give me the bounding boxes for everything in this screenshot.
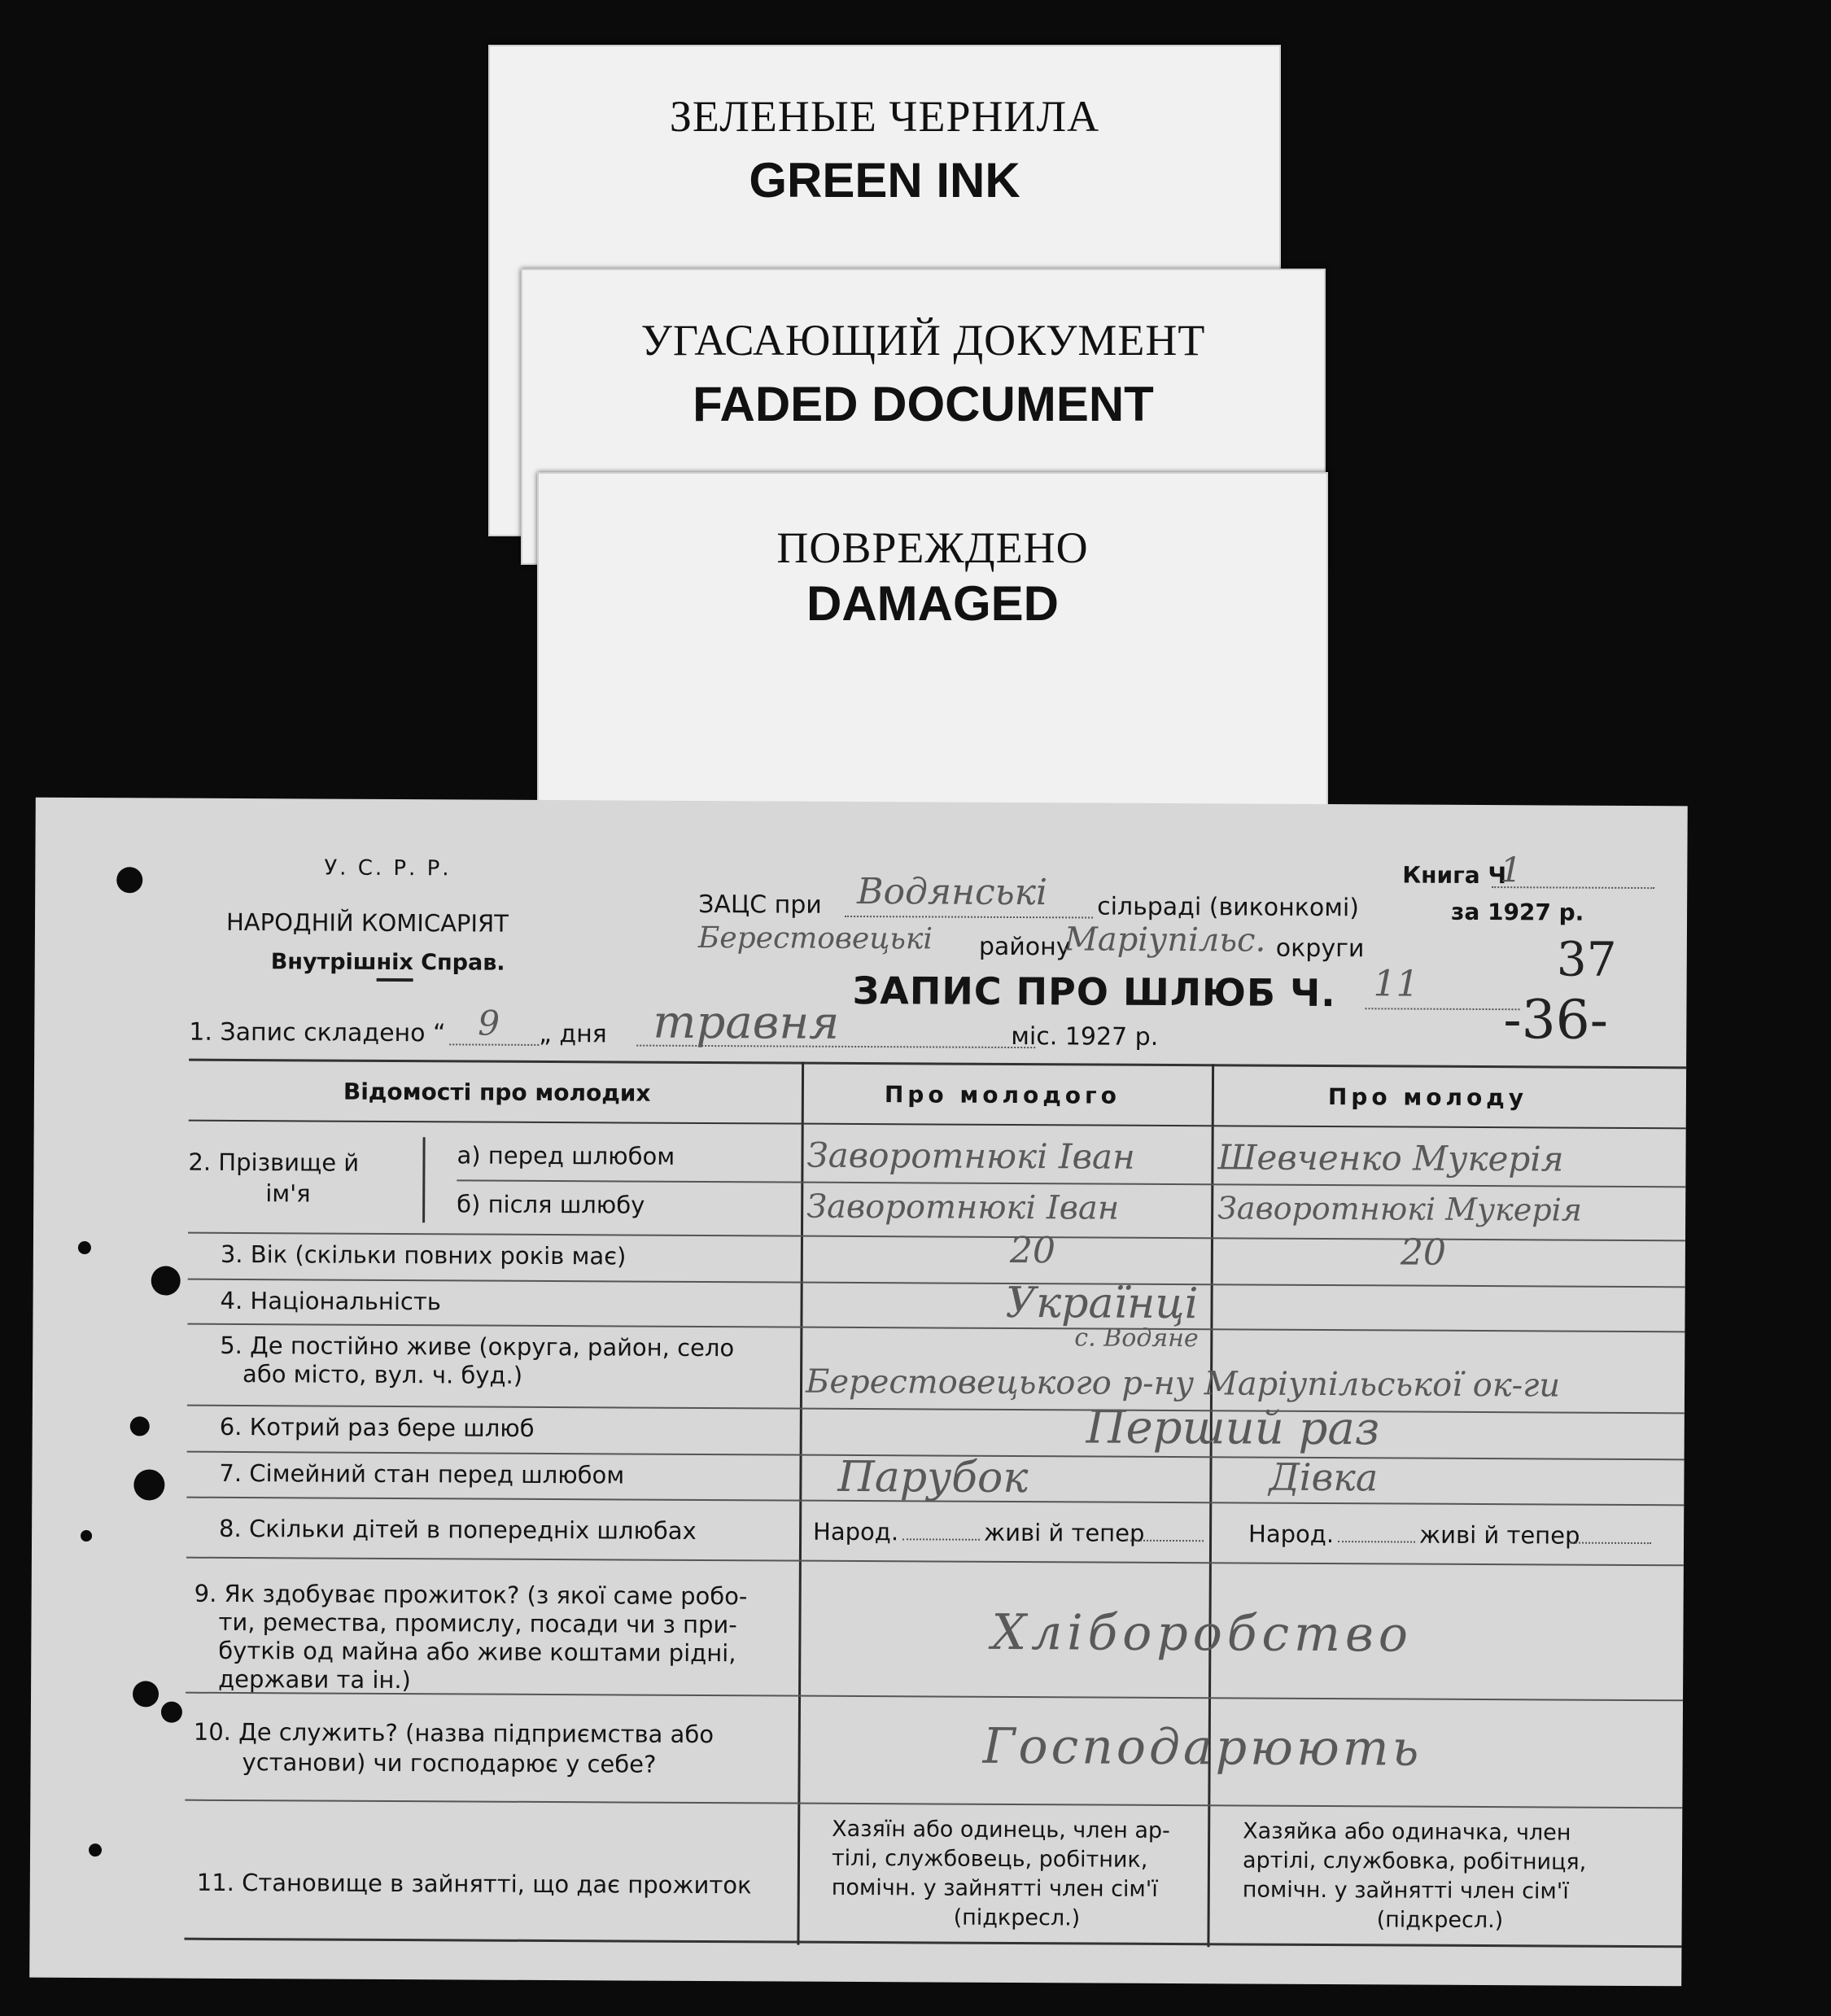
- residence-village: с. Водяне: [1074, 1323, 1199, 1353]
- record-day: 9: [478, 1003, 500, 1043]
- punch-hole: [81, 1530, 92, 1542]
- groom-status-option-c: помічн. у зайнятті член сім'ї: [831, 1874, 1158, 1902]
- punch-hole: [133, 1681, 159, 1707]
- bride-name-before: Шевченко Мукерія: [1217, 1137, 1564, 1179]
- column-divider-1: [797, 1062, 804, 1945]
- punch-hole: [130, 1416, 150, 1436]
- row2-label: 2. Прізвище й: [188, 1148, 360, 1177]
- groom-status-option-d: (підкресл.): [953, 1904, 1081, 1931]
- row7-label: 7. Сімейний стан перед шлюбом: [219, 1458, 625, 1489]
- record-title: ЗАПИС ПРО ШЛЮБ Ч.: [852, 968, 1336, 1016]
- faded-document-ru: УГАСАЮЩИЙ ДОКУМЕНТ: [640, 316, 1206, 365]
- marriage-count: Перший раз: [1086, 1401, 1380, 1456]
- ministry-underline: [377, 978, 413, 982]
- punch-hole: [78, 1241, 91, 1254]
- bride-marital-status: Дівка: [1269, 1454, 1379, 1500]
- district-label: району: [978, 932, 1071, 962]
- header-row-border: [189, 1120, 1686, 1130]
- okrug-label: округи: [1275, 934, 1365, 964]
- damaged-ru: ПОВРЕЖДЕНО: [776, 523, 1089, 572]
- nationality: Українці: [1005, 1278, 1199, 1329]
- row10-label-b: установи) чи господарює у себе?: [242, 1748, 657, 1778]
- row-line: [187, 1323, 1685, 1333]
- zags-village: Водянські: [857, 870, 1048, 914]
- record-year-label: міс. 1927 р.: [1011, 1021, 1159, 1052]
- commissariat-label: НАРОДНІЙ КОМІСАРІЯТ: [225, 907, 509, 938]
- punch-hole: [151, 1266, 181, 1295]
- column-header-groom: Про молодого: [884, 1081, 1121, 1109]
- row-line: [188, 1279, 1685, 1288]
- green-ink-ru: ЗЕЛЕНЫЕ ЧЕРНИЛА: [669, 92, 1100, 141]
- livelihood: Хліборобство: [991, 1603, 1414, 1664]
- record-date-label: 1. Запис складено “: [189, 1017, 446, 1048]
- bride-children-label: Народ.: [1248, 1520, 1335, 1549]
- bride-status-option-c: помічн. у зайнятті член сім'ї: [1242, 1877, 1569, 1904]
- row5-label-b: або місто, вул. ч. буд.): [243, 1360, 523, 1389]
- bride-alive-line: [1570, 1542, 1651, 1545]
- ussr-label: У. С. Р. Р.: [324, 855, 452, 881]
- punch-hole: [89, 1843, 102, 1856]
- corner-number: 37: [1556, 931, 1617, 987]
- groom-marital-status: Парубок: [837, 1452, 1029, 1503]
- marriage-record-form: [29, 798, 1688, 1987]
- punch-hole: [161, 1702, 182, 1723]
- row-line-inner: [457, 1179, 1685, 1187]
- table-top-border: [189, 1059, 1686, 1069]
- row5-label: 5. Де постійно живе (округа, район, село: [220, 1331, 735, 1362]
- bride-status-option-a: Хазяйка або одиначка, член: [1243, 1818, 1571, 1846]
- district-name: Берестовецькі: [697, 921, 933, 956]
- record-day-label: „ дня: [539, 1019, 607, 1049]
- row2a-label: а) перед шлюбом: [457, 1141, 675, 1170]
- row8-label: 8. Скільки дітей в попередніх шлюбах: [219, 1514, 697, 1545]
- row2b-label: б) після шлюбу: [457, 1190, 645, 1219]
- row-line: [186, 1557, 1684, 1567]
- column-header-bride: Про молоду: [1327, 1083, 1528, 1112]
- groom-name-after: Заворотнюкі Іван: [806, 1187, 1120, 1227]
- row-line: [188, 1232, 1685, 1242]
- row6-label: 6. Котрий раз бере шлюб: [219, 1412, 535, 1442]
- record-number: 11: [1373, 963, 1419, 1005]
- row2-brace: [422, 1137, 426, 1222]
- damaged-card: [537, 472, 1328, 817]
- record-day-line: [449, 1043, 539, 1046]
- book-number: 1: [1500, 850, 1523, 890]
- punch-hole: [116, 867, 142, 893]
- residence-district: Берестовецького р-ну Маріупільської ок-ги: [805, 1362, 1561, 1405]
- bride-alive-label: живі й тепер: [1419, 1520, 1580, 1550]
- bride-name-after: Заворотнюкі Мукерія: [1217, 1190, 1583, 1228]
- zags-label: ЗАЦС при: [698, 890, 822, 920]
- groom-status-option-a: Хазяїн або одинець, член ар-: [832, 1816, 1170, 1844]
- year-label: за 1927 р.: [1451, 898, 1584, 926]
- row9-label: 9. Як здобуває прожиток? (з якої саме робо-: [194, 1579, 748, 1611]
- workplace: Господарюють: [982, 1717, 1422, 1778]
- zags-line: [845, 916, 1093, 919]
- groom-children-line: [902, 1538, 980, 1540]
- row10-label: 10. Де служить? (назва підприємства або: [193, 1717, 714, 1749]
- punch-hole: [133, 1469, 164, 1500]
- ministry-label: Внутрішніх Справ.: [270, 949, 505, 976]
- row-line: [187, 1405, 1685, 1415]
- groom-children-label: Народ.: [813, 1517, 899, 1546]
- row9-label-c: бутків од майна або живе коштами рідні,: [218, 1636, 736, 1668]
- book-label: Книга Ч: [1402, 861, 1507, 890]
- groom-alive-label: живі й тепер: [984, 1518, 1145, 1547]
- bride-age: 20: [1400, 1231, 1447, 1274]
- row9-label-b: ти, ремества, промислу, посади чи з при-: [218, 1607, 737, 1639]
- bride-status-option-d: (підкресл.): [1376, 1907, 1504, 1934]
- row11-label: 11. Становище в зайнятті, що дає прожиток: [196, 1868, 752, 1900]
- green-ink-en: GREEN INK: [749, 153, 1020, 208]
- bride-children-line: [1338, 1541, 1415, 1542]
- groom-name-before: Заворотнюкі Іван: [806, 1135, 1135, 1177]
- table-bottom-border: [184, 1938, 1681, 1948]
- groom-age: 20: [1009, 1229, 1056, 1272]
- column-header-info: Відомості про молодих: [343, 1078, 651, 1107]
- row4-label: 4. Національність: [220, 1286, 441, 1316]
- row3-label: 3. Вік (скільки повних років має): [220, 1240, 627, 1270]
- groom-status-option-b: тілі, службовець, робітник,: [831, 1845, 1148, 1873]
- row2-label-name: ім'я: [265, 1179, 311, 1208]
- row9-label-d: держави та ін.): [218, 1664, 412, 1695]
- archive-number: -36-: [1503, 988, 1609, 1052]
- column-divider-2: [1207, 1064, 1214, 1947]
- record-month: травня: [653, 995, 840, 1050]
- damaged-en: DAMAGED: [806, 576, 1059, 631]
- okrug-name: Маріупільс.: [1064, 921, 1266, 960]
- row-line: [185, 1800, 1682, 1809]
- council-label: сільраді (виконкомі): [1097, 892, 1360, 923]
- record-number-line: [1365, 1008, 1519, 1010]
- bride-status-option-b: артілі, службовка, робітниця,: [1242, 1848, 1587, 1875]
- faded-document-en: FADED DOCUMENT: [693, 377, 1154, 431]
